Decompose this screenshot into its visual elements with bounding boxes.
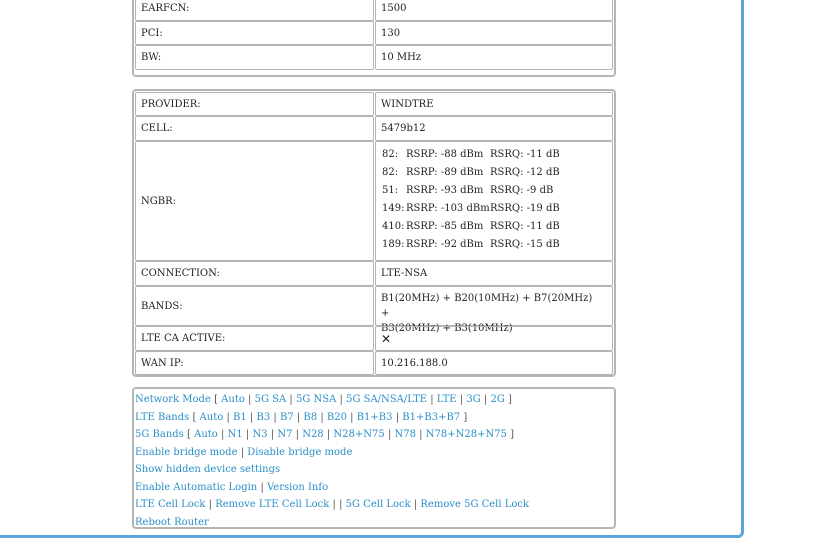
separator: | xyxy=(419,429,423,440)
lte-band-b20[interactable]: B20 xyxy=(326,411,347,423)
bracket: ] xyxy=(508,394,512,405)
separator: | xyxy=(245,429,250,440)
bracket: [ xyxy=(187,429,191,440)
network-mode-link[interactable]: Network Mode xyxy=(135,394,211,405)
ngbr-rsrp: RSRP: -88 dBm xyxy=(406,149,484,160)
separator: | xyxy=(240,446,245,458)
ngbr-rsrq: RSRQ: -11 dB xyxy=(490,149,560,160)
wan-ip-label: WAN IP: xyxy=(135,351,374,375)
ngbr-row xyxy=(134,141,614,261)
login-line xyxy=(135,479,614,497)
separator: | xyxy=(270,429,275,440)
5g-bands-line xyxy=(135,426,614,444)
separator: | xyxy=(289,394,293,405)
earfcn-row xyxy=(134,0,614,21)
5g-band-n7[interactable]: N7 xyxy=(277,429,293,440)
lte-band-b3[interactable]: B3 xyxy=(256,411,271,423)
provider-row xyxy=(134,92,614,116)
separator: | xyxy=(208,499,213,510)
connection-label: CONNECTION: xyxy=(135,261,374,286)
ngbr-entry xyxy=(382,202,612,220)
ngbr-rsrp: RSRP: -93 dBm xyxy=(406,185,484,196)
pci-row xyxy=(134,21,614,45)
earfcn-value: 1500 xyxy=(375,0,613,21)
ngbr-entry xyxy=(382,166,612,184)
separator: | xyxy=(248,394,252,405)
separator: | xyxy=(249,411,254,423)
network-mode-lte[interactable]: LTE xyxy=(436,394,457,405)
separator: | xyxy=(295,429,299,440)
network-mode-5g-sa[interactable]: 5G SA xyxy=(254,394,287,405)
cell-lock-line xyxy=(135,496,614,514)
remove-lte-cell-lock-link[interactable]: Remove LTE Cell Lock xyxy=(215,499,330,510)
separator: | xyxy=(226,411,230,423)
remove-5g-cell-lock-link[interactable]: Remove 5G Cell Lock xyxy=(420,499,530,510)
lte-band-b1-b3[interactable]: B1+B3 xyxy=(356,411,393,423)
reboot-line xyxy=(135,514,614,532)
reboot-router-link[interactable]: Reboot Router xyxy=(135,516,209,528)
bands-value-line2: B3(20MHz) + B3(10MHz) xyxy=(381,323,513,334)
bw-value: 10 MHz xyxy=(375,45,613,70)
ngbr-entry xyxy=(382,220,612,238)
separator: | | xyxy=(332,499,343,510)
pci-label: PCI: xyxy=(135,21,374,45)
separator: | xyxy=(273,411,277,423)
network-info-table xyxy=(132,89,616,377)
cell-row xyxy=(134,116,614,141)
bracket: ] xyxy=(510,429,515,440)
ngbr-list xyxy=(375,141,613,261)
ngbr-rsrp: RSRP: -85 dBm xyxy=(406,221,484,232)
cell-label: CELL: xyxy=(135,116,374,141)
ngbr-rsrp: RSRP: -92 dBm xyxy=(406,239,484,250)
lte-cell-lock-link[interactable]: LTE Cell Lock xyxy=(135,499,206,510)
bw-label: BW: xyxy=(135,45,374,70)
ngbr-id: 410: xyxy=(382,221,405,232)
pci-value: 130 xyxy=(375,21,613,45)
cell-value: 5479b12 xyxy=(375,116,613,141)
separator: | xyxy=(350,411,354,423)
5g-band-n78-n28-n75[interactable]: N78+N28+N75 xyxy=(425,429,507,440)
separator: | xyxy=(387,429,392,440)
ngbr-id: 51: xyxy=(382,185,399,196)
lte-bands-link[interactable]: LTE Bands xyxy=(135,411,190,423)
ngbr-id: 149: xyxy=(382,203,405,214)
radio-info-table xyxy=(132,0,616,77)
ngbr-id: 189: xyxy=(382,239,405,250)
lte-ca-label: LTE CA ACTIVE: xyxy=(135,326,374,351)
5g-band-n28-n75[interactable]: N28+N75 xyxy=(333,429,385,440)
separator: | xyxy=(459,394,464,405)
network-mode-auto[interactable]: Auto xyxy=(221,394,245,405)
separator: | xyxy=(413,499,418,510)
connection-row xyxy=(134,261,614,286)
5g-band-auto[interactable]: Auto xyxy=(194,429,218,440)
ngbr-rsrp: RSRP: -89 dBm xyxy=(406,167,484,178)
bw-row xyxy=(134,45,614,70)
network-mode-2g[interactable]: 2G xyxy=(490,394,505,405)
ngbr-rsrq: RSRQ: -9 dB xyxy=(490,185,554,196)
wan-ip-row xyxy=(134,351,614,375)
ngbr-entry xyxy=(382,148,612,166)
5g-band-n28[interactable]: N28 xyxy=(302,429,324,440)
bracket: ] xyxy=(463,411,468,423)
ngbr-rsrq: RSRQ: -12 dB xyxy=(490,167,560,178)
5g-band-n1[interactable]: N1 xyxy=(227,429,243,440)
5g-bands-link[interactable]: 5G Bands xyxy=(135,429,184,440)
bands-row xyxy=(134,286,614,334)
bands-label: BANDS: xyxy=(135,286,374,326)
enable-bridge-mode-link[interactable]: Enable bridge mode xyxy=(135,446,238,458)
network-mode-5g-nsa[interactable]: 5G NSA xyxy=(295,394,337,405)
ngbr-rsrq: RSRQ: -11 dB xyxy=(490,221,560,232)
network-mode-line xyxy=(135,391,614,409)
bands-value-line1: B1(20MHz) + B20(10MHz) + B7(20MHz) + xyxy=(381,293,593,319)
separator: | xyxy=(326,429,331,440)
wan-ip-value: 10.216.188.0 xyxy=(375,351,613,375)
5g-band-n3[interactable]: N3 xyxy=(252,429,268,440)
lte-band-auto[interactable]: Auto xyxy=(199,411,224,423)
show-hidden-settings-link[interactable]: Show hidden device settings xyxy=(135,464,281,475)
network-mode-5g-sa-nsa-lte[interactable]: 5G SA/NSA/LTE xyxy=(346,394,428,405)
bracket: [ xyxy=(192,411,197,423)
ngbr-rsrq: RSRQ: -15 dB xyxy=(490,239,560,250)
bracket: [ xyxy=(214,394,218,405)
enable-automatic-login-link[interactable]: Enable Automatic Login xyxy=(135,481,258,493)
ngbr-label: NGBR: xyxy=(135,141,374,261)
connection-value: LTE-NSA xyxy=(375,261,613,286)
lte-ca-status-icon: ✕ xyxy=(375,326,613,351)
ngbr-entry xyxy=(382,184,612,202)
hidden-settings-line xyxy=(135,461,614,479)
disable-bridge-mode-link[interactable]: Disable bridge mode xyxy=(247,446,353,458)
separator: | xyxy=(221,429,225,440)
provider-value: WINDTRE xyxy=(375,92,613,116)
5g-cell-lock-link[interactable]: 5G Cell Lock xyxy=(345,499,411,510)
lte-band-b7[interactable]: B7 xyxy=(279,411,294,423)
network-mode-3g[interactable]: 3G xyxy=(466,394,481,405)
lte-band-b1[interactable]: B1 xyxy=(233,411,247,423)
lte-ca-row xyxy=(134,326,614,351)
bridge-mode-line xyxy=(135,444,614,462)
version-info-link[interactable]: Version Info xyxy=(267,481,329,493)
ngbr-rsrq: RSRQ: -19 dB xyxy=(490,203,560,214)
bands-value xyxy=(375,286,613,334)
controls-panel xyxy=(132,387,616,529)
earfcn-label: EARFCN: xyxy=(135,0,374,21)
ngbr-id: 82: xyxy=(382,149,399,160)
separator: | xyxy=(430,394,434,405)
lte-band-b8[interactable]: B8 xyxy=(303,411,318,423)
separator: | xyxy=(320,411,324,423)
5g-band-n78[interactable]: N78 xyxy=(394,429,416,440)
separator: | xyxy=(296,411,301,423)
ngbr-rsrp: RSRP: -103 dBm xyxy=(406,203,490,214)
lte-band-b1-b3-b7[interactable]: B1+B3+B7 xyxy=(402,411,461,423)
lte-bands-line xyxy=(135,409,614,427)
ngbr-entry xyxy=(382,238,612,256)
separator: | xyxy=(339,394,343,405)
separator: | xyxy=(395,411,400,423)
ngbr-id: 82: xyxy=(382,167,399,178)
provider-label: PROVIDER: xyxy=(135,92,374,116)
separator: | xyxy=(260,481,264,493)
separator: | xyxy=(483,394,488,405)
